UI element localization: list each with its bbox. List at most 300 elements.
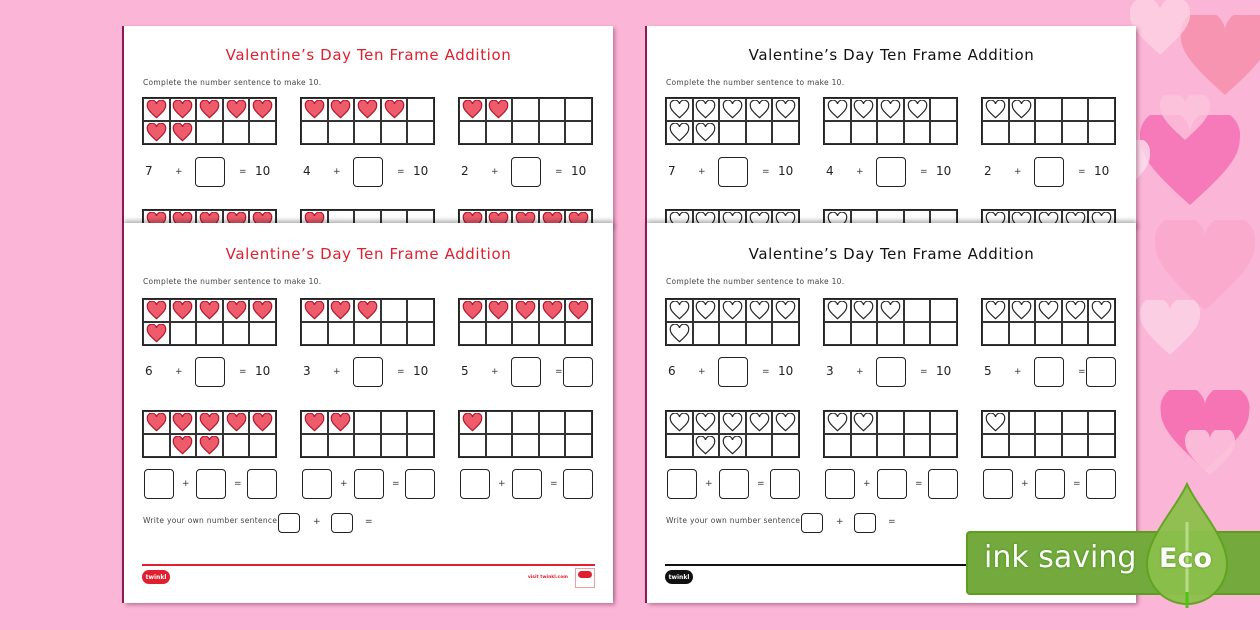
ten-frame-cell xyxy=(301,434,328,457)
equals-sign: = xyxy=(397,167,405,177)
heart-icon xyxy=(462,100,483,119)
ten-frame-cell xyxy=(539,121,566,144)
heart-icon xyxy=(252,413,273,432)
heart-icon xyxy=(330,413,351,432)
ten-frame xyxy=(981,97,1116,145)
answer-box[interactable] xyxy=(719,469,749,499)
ten-frame-cell xyxy=(1062,322,1089,345)
instruction-text: Complete the number sentence to make 10. xyxy=(666,78,845,87)
heart-icon xyxy=(749,301,770,320)
heart-decoration-icon xyxy=(1140,300,1200,355)
ten-frame-cell xyxy=(223,411,250,434)
equals-sign: = xyxy=(888,517,896,527)
heart-icon xyxy=(775,413,796,432)
worksheet-title: Valentine’s Day Ten Frame Addition xyxy=(225,245,512,263)
heart-icon xyxy=(669,100,690,119)
ten-frame-cell xyxy=(824,98,851,121)
equals-sign: = xyxy=(1078,167,1086,177)
ten-frame-cell xyxy=(1062,98,1089,121)
ten-frame-cell xyxy=(249,121,276,144)
ten-frame-cell xyxy=(904,322,931,345)
plus-sign: + xyxy=(1021,479,1029,489)
ten-frame-cell xyxy=(1009,121,1036,144)
ten-frame-cell xyxy=(381,121,408,144)
ten-frame-cell xyxy=(1088,98,1115,121)
ten-frame-cell xyxy=(512,411,539,434)
ten-frame xyxy=(981,410,1116,458)
addend-number: 7 xyxy=(668,164,676,178)
addend-number: 6 xyxy=(145,364,153,378)
ten-frame-cell xyxy=(512,299,539,322)
ten-frame-cell xyxy=(772,434,799,457)
ten-frame-cell xyxy=(223,322,250,345)
total-number: 10 xyxy=(778,164,794,178)
ten-frame-cell xyxy=(196,299,223,322)
ten-frame-cell xyxy=(459,98,486,121)
heart-icon xyxy=(827,301,848,320)
ten-frame-cell xyxy=(1088,434,1115,457)
answer-box[interactable] xyxy=(876,357,906,387)
total-number: 10 xyxy=(936,364,952,378)
answer-box[interactable] xyxy=(770,469,800,499)
ten-frame-cell xyxy=(301,121,328,144)
ten-frame-cell xyxy=(1035,121,1062,144)
plus-sign: + xyxy=(491,367,499,377)
ten-frame-cell xyxy=(982,434,1009,457)
answer-box[interactable] xyxy=(563,469,593,499)
heart-icon xyxy=(172,301,193,320)
ten-frame-cell xyxy=(196,121,223,144)
ten-frame-cell xyxy=(381,411,408,434)
ten-frame-cell xyxy=(143,322,170,345)
ten-frame-cell xyxy=(539,322,566,345)
ten-frame-cell xyxy=(565,434,592,457)
ten-frame-cell xyxy=(877,121,904,144)
answer-box[interactable] xyxy=(877,469,907,499)
answer-box[interactable] xyxy=(196,469,226,499)
heart-decoration-icon xyxy=(1150,220,1260,310)
heart-icon xyxy=(515,301,536,320)
equals-sign: = xyxy=(762,367,770,377)
heart-icon xyxy=(199,100,220,119)
ten-frame-cell xyxy=(930,121,957,144)
ten-frame-cell xyxy=(512,434,539,457)
heart-icon xyxy=(226,413,247,432)
ten-frame xyxy=(300,97,435,145)
ten-frame-cell xyxy=(719,121,746,144)
ten-frame-cell xyxy=(301,411,328,434)
ten-frame xyxy=(823,298,958,346)
addend-number: 2 xyxy=(461,164,469,178)
heart-icon xyxy=(568,301,589,320)
equals-sign: = xyxy=(234,479,242,489)
ten-frame-cell xyxy=(565,411,592,434)
heart-icon xyxy=(357,100,378,119)
heart-icon xyxy=(304,100,325,119)
heart-icon xyxy=(985,413,1006,432)
ten-frame-cell xyxy=(1009,322,1036,345)
plus-sign: + xyxy=(856,367,864,377)
ten-frame-cell xyxy=(824,434,851,457)
ten-frame-cell xyxy=(143,411,170,434)
ten-frame-cell xyxy=(693,98,720,121)
plus-sign: + xyxy=(863,479,871,489)
ten-frame-cell xyxy=(459,322,486,345)
heart-icon xyxy=(330,301,351,320)
ten-frame-cell xyxy=(354,299,381,322)
heart-icon xyxy=(985,301,1006,320)
heart-icon xyxy=(695,123,716,142)
answer-box[interactable] xyxy=(1034,157,1064,187)
answer-box[interactable] xyxy=(353,157,383,187)
equals-sign: = xyxy=(555,167,563,177)
ten-frame-cell xyxy=(328,322,355,345)
ten-frame-cell xyxy=(301,322,328,345)
heart-icon xyxy=(199,413,220,432)
answer-box[interactable] xyxy=(302,469,332,499)
ten-frame-cell xyxy=(772,121,799,144)
ten-frame-cell xyxy=(565,98,592,121)
ten-frame-cell xyxy=(249,299,276,322)
ten-frame-cell xyxy=(1088,299,1115,322)
ten-frame-cell xyxy=(666,434,693,457)
ten-frame-cell xyxy=(223,98,250,121)
equals-sign: = xyxy=(550,479,558,489)
ten-frame-cell xyxy=(746,98,773,121)
twinkl-logo: twinkl xyxy=(665,570,693,584)
ten-frame-cell xyxy=(486,434,513,457)
ten-frame-cell xyxy=(196,98,223,121)
plus-sign: + xyxy=(856,167,864,177)
twinkl-logo: twinkl xyxy=(142,570,170,584)
total-number: 10 xyxy=(571,164,587,178)
answer-box[interactable] xyxy=(247,469,277,499)
heart-icon xyxy=(146,100,167,119)
equals-sign: = xyxy=(920,367,928,377)
ten-frame xyxy=(665,410,800,458)
ten-frame-cell xyxy=(354,411,381,434)
total-answer-box[interactable] xyxy=(1086,357,1116,387)
ten-frame-cell xyxy=(851,98,878,121)
answer-box[interactable] xyxy=(511,157,541,187)
heart-icon xyxy=(775,301,796,320)
own-sentence-label: Write your own number sentence: xyxy=(666,516,804,525)
answer-box[interactable] xyxy=(144,469,174,499)
heart-icon xyxy=(199,301,220,320)
equals-sign: = xyxy=(915,479,923,489)
own-answer-box-2[interactable] xyxy=(854,513,876,533)
heart-decoration-icon xyxy=(1180,15,1260,95)
heart-icon xyxy=(384,100,405,119)
ten-frame-cell xyxy=(693,322,720,345)
ten-frame-cell xyxy=(982,411,1009,434)
ten-frame-cell xyxy=(1062,121,1089,144)
ten-frame-cell xyxy=(486,98,513,121)
addend-number: 4 xyxy=(303,164,311,178)
ten-frame xyxy=(823,410,958,458)
plus-sign: + xyxy=(498,479,506,489)
answer-box[interactable] xyxy=(354,469,384,499)
ten-frame-cell xyxy=(170,322,197,345)
own-answer-box-1[interactable] xyxy=(801,513,823,533)
plus-sign: + xyxy=(1014,367,1022,377)
ten-frame-cell xyxy=(170,121,197,144)
answer-box[interactable] xyxy=(667,469,697,499)
ten-frame xyxy=(823,97,958,145)
ten-frame-cell xyxy=(143,98,170,121)
ten-frame-cell xyxy=(904,121,931,144)
ten-frame-cell xyxy=(746,322,773,345)
heart-icon xyxy=(827,413,848,432)
total-number: 10 xyxy=(1094,164,1110,178)
ten-frame-cell xyxy=(143,434,170,457)
addend-number: 4 xyxy=(826,164,834,178)
ten-frame-cell xyxy=(772,322,799,345)
heart-icon xyxy=(827,100,848,119)
ten-frame-cell xyxy=(328,411,355,434)
ten-frame xyxy=(458,97,593,145)
ten-frame-cell xyxy=(170,434,197,457)
ten-frame-cell xyxy=(930,434,957,457)
answer-box[interactable] xyxy=(876,157,906,187)
eco-label: Eco xyxy=(1159,543,1212,574)
ten-frame-cell xyxy=(565,299,592,322)
worksheet-title: Valentine’s Day Ten Frame Addition xyxy=(225,46,512,64)
ten-frame-cell xyxy=(170,411,197,434)
ten-frame xyxy=(300,298,435,346)
ten-frame-cell xyxy=(851,299,878,322)
answer-box[interactable] xyxy=(512,469,542,499)
heart-icon xyxy=(1065,301,1086,320)
ten-frame-cell xyxy=(746,434,773,457)
ten-frame-cell xyxy=(772,98,799,121)
heart-icon xyxy=(853,100,874,119)
worksheet-eco-page-1 xyxy=(647,26,1136,226)
ten-frame-cell xyxy=(143,121,170,144)
answer-box[interactable] xyxy=(983,469,1013,499)
twinkl-badge-icon xyxy=(575,568,595,588)
ten-frame-cell xyxy=(249,434,276,457)
ten-frame-cell xyxy=(539,434,566,457)
equals-sign: = xyxy=(757,479,765,489)
own-sentence-label: Write your own number sentence: xyxy=(143,516,281,525)
ten-frame-cell xyxy=(693,299,720,322)
ten-frame-cell xyxy=(1009,411,1036,434)
ten-frame-cell xyxy=(930,98,957,121)
own-answer-box-1[interactable] xyxy=(278,513,300,533)
ten-frame-cell xyxy=(1035,98,1062,121)
total-answer-box[interactable] xyxy=(563,357,593,387)
ten-frame-cell xyxy=(877,434,904,457)
ten-frame-cell xyxy=(904,411,931,434)
answer-box[interactable] xyxy=(195,357,225,387)
ten-frame-cell xyxy=(328,121,355,144)
heart-icon xyxy=(172,123,193,142)
answer-box[interactable] xyxy=(353,357,383,387)
ten-frame-cell xyxy=(772,411,799,434)
heart-icon xyxy=(146,324,167,343)
ten-frame-cell xyxy=(512,322,539,345)
instruction-text: Complete the number sentence to make 10. xyxy=(143,277,322,286)
ten-frame xyxy=(665,298,800,346)
ten-frame-cell xyxy=(1062,434,1089,457)
heart-icon xyxy=(462,413,483,432)
equals-sign: = xyxy=(1078,367,1086,377)
ten-frame-cell xyxy=(719,322,746,345)
plus-sign: + xyxy=(1014,167,1022,177)
ten-frame-cell xyxy=(693,411,720,434)
answer-box[interactable] xyxy=(1086,469,1116,499)
answer-box[interactable] xyxy=(511,357,541,387)
heart-decoration-icon xyxy=(1185,430,1235,475)
heart-icon xyxy=(722,436,743,455)
heart-icon xyxy=(1011,100,1032,119)
heart-icon xyxy=(146,301,167,320)
ten-frame-cell xyxy=(746,121,773,144)
ten-frame-cell xyxy=(1035,411,1062,434)
answer-box[interactable] xyxy=(718,157,748,187)
instruction-text: Complete the number sentence to make 10. xyxy=(666,277,845,286)
ten-frame-cell xyxy=(851,434,878,457)
answer-box[interactable] xyxy=(195,157,225,187)
ten-frame-cell xyxy=(143,299,170,322)
addend-number: 2 xyxy=(984,164,992,178)
ten-frame-cell xyxy=(354,98,381,121)
heart-icon xyxy=(669,413,690,432)
ten-frame-cell xyxy=(666,322,693,345)
answer-box[interactable] xyxy=(405,469,435,499)
heart-decoration-icon xyxy=(1130,0,1190,55)
heart-icon xyxy=(542,301,563,320)
ten-frame-cell xyxy=(877,299,904,322)
ten-frame-cell xyxy=(223,299,250,322)
ten-frame-cell xyxy=(877,411,904,434)
ten-frame-cell xyxy=(746,299,773,322)
plus-sign: + xyxy=(182,479,190,489)
ten-frame-cell xyxy=(354,322,381,345)
ten-frame-cell xyxy=(982,299,1009,322)
heart-icon xyxy=(1091,301,1112,320)
ten-frame-cell xyxy=(407,299,434,322)
ten-frame xyxy=(300,410,435,458)
heart-icon xyxy=(853,413,874,432)
addend-number: 3 xyxy=(826,364,834,378)
heart-icon xyxy=(172,100,193,119)
ten-frame-cell xyxy=(328,299,355,322)
ten-frame-cell xyxy=(1035,322,1062,345)
heart-icon xyxy=(695,100,716,119)
ten-frame xyxy=(981,298,1116,346)
answer-box[interactable] xyxy=(1034,357,1064,387)
heart-icon xyxy=(695,301,716,320)
ten-frame-cell xyxy=(196,434,223,457)
ten-frame-cell xyxy=(539,299,566,322)
answer-box[interactable] xyxy=(825,469,855,499)
ten-frame-cell xyxy=(196,322,223,345)
ten-frame-cell xyxy=(930,299,957,322)
ten-frame-cell xyxy=(1035,434,1062,457)
answer-box[interactable] xyxy=(928,469,958,499)
ten-frame-cell xyxy=(223,434,250,457)
heart-icon xyxy=(252,301,273,320)
heart-icon xyxy=(226,100,247,119)
instruction-text: Complete the number sentence to make 10. xyxy=(143,78,322,87)
heart-icon xyxy=(357,301,378,320)
addend-number: 3 xyxy=(303,364,311,378)
worksheet-color-page-2 xyxy=(124,223,613,603)
heart-icon xyxy=(775,100,796,119)
heart-icon xyxy=(330,100,351,119)
ten-frame-cell xyxy=(459,434,486,457)
ten-frame-cell xyxy=(1088,121,1115,144)
ten-frame-cell xyxy=(877,98,904,121)
heart-icon xyxy=(749,100,770,119)
ten-frame-cell xyxy=(381,434,408,457)
ten-frame-cell xyxy=(301,299,328,322)
ten-frame-cell xyxy=(1062,411,1089,434)
plus-sign: + xyxy=(313,517,321,527)
equals-sign: = xyxy=(239,167,247,177)
own-answer-box-2[interactable] xyxy=(331,513,353,533)
equals-sign: = xyxy=(397,367,405,377)
plus-sign: + xyxy=(698,367,706,377)
ten-frame-cell xyxy=(666,411,693,434)
plus-sign: + xyxy=(333,367,341,377)
plus-sign: + xyxy=(175,167,183,177)
ten-frame-cell xyxy=(851,121,878,144)
heart-icon xyxy=(146,123,167,142)
heart-icon xyxy=(1011,301,1032,320)
answer-box[interactable] xyxy=(1035,469,1065,499)
heart-icon xyxy=(853,301,874,320)
ten-frame-cell xyxy=(354,434,381,457)
ten-frame-cell xyxy=(301,98,328,121)
ten-frame xyxy=(142,298,277,346)
ten-frame-cell xyxy=(904,299,931,322)
ten-frame-cell xyxy=(407,98,434,121)
equals-sign: = xyxy=(1073,479,1081,489)
ten-frame-cell xyxy=(719,98,746,121)
ten-frame-cell xyxy=(666,299,693,322)
ten-frame-cell xyxy=(381,98,408,121)
heart-icon xyxy=(488,100,509,119)
heart-decoration-icon xyxy=(1160,95,1210,140)
plus-sign: + xyxy=(333,167,341,177)
ten-frame-cell xyxy=(930,322,957,345)
heart-icon xyxy=(722,413,743,432)
addend-number: 5 xyxy=(984,364,992,378)
plus-sign: + xyxy=(705,479,713,489)
ten-frame-cell xyxy=(930,411,957,434)
addend-number: 6 xyxy=(668,364,676,378)
ten-frame-cell xyxy=(904,434,931,457)
ten-frame-cell xyxy=(249,322,276,345)
heart-icon xyxy=(695,436,716,455)
ten-frame-cell xyxy=(1062,299,1089,322)
ten-frame-cell xyxy=(746,411,773,434)
ten-frame-cell xyxy=(851,411,878,434)
heart-icon xyxy=(669,301,690,320)
ten-frame-cell xyxy=(459,411,486,434)
ten-frame xyxy=(142,97,277,145)
ten-frame-cell xyxy=(1009,98,1036,121)
total-number: 10 xyxy=(413,364,429,378)
footer-url: visit twinkl.com xyxy=(527,575,568,580)
answer-box[interactable] xyxy=(460,469,490,499)
heart-icon xyxy=(749,413,770,432)
answer-box[interactable] xyxy=(718,357,748,387)
heart-icon xyxy=(1038,301,1059,320)
